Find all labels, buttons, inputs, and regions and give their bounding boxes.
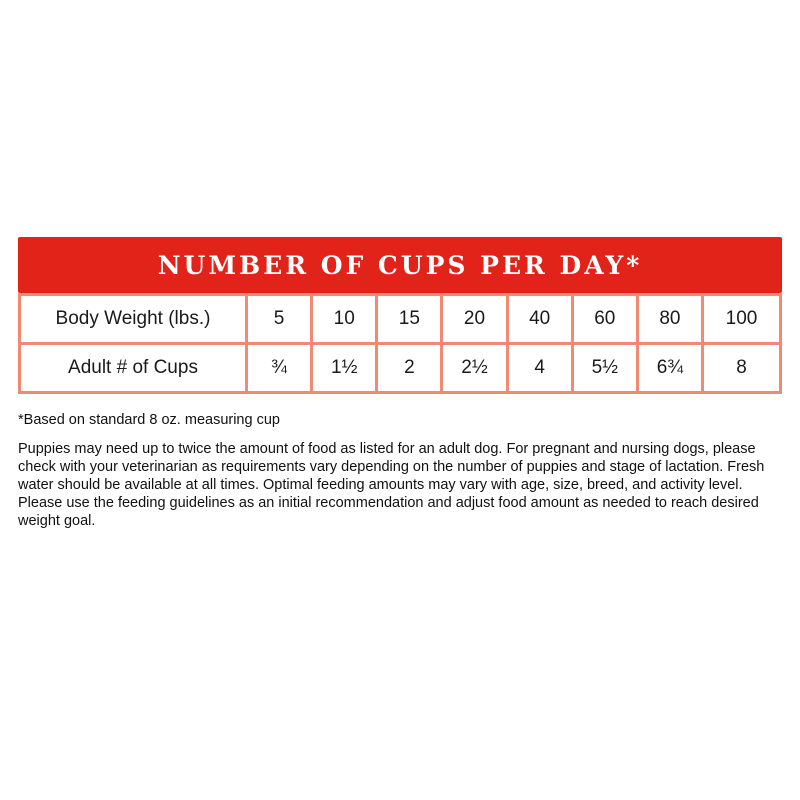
- feeding-chart: [18, 237, 782, 394]
- notes: [18, 412, 788, 530]
- table-cell: 6¾: [637, 344, 702, 393]
- row-label: Body Weight (lbs.): [20, 295, 247, 344]
- table-cell: 8: [703, 344, 781, 393]
- footnote: *Based on standard 8 oz. measuring cup: [18, 412, 280, 428]
- table-cell: 40: [507, 295, 572, 344]
- table-cell: ¾: [247, 344, 312, 393]
- table-cell: 5½: [572, 344, 637, 393]
- table-cell: 4: [507, 344, 572, 393]
- table-cell: 60: [572, 295, 637, 344]
- table-cell: 100: [703, 295, 781, 344]
- chart-header: [18, 237, 782, 293]
- feeding-guidelines-text: Puppies may need up to twice the amount of food as listed for an adult dog. For pregnant and nursing dogs, please check with your veterinarian as requirements vary depending on the number of puppies and stage of lactation. Fresh water should be available at all times. Optimal feeding amounts may vary with age, size, breed, and activity level. Please use the feeding guidelines as an initial recommendation and adjust food amount as needed to reach desired weight goal.: [18, 441, 765, 529]
- feeding-table: [18, 293, 782, 394]
- table-cell: 15: [377, 295, 442, 344]
- table-cell: 10: [312, 295, 377, 344]
- row-label: Adult # of Cups: [20, 344, 247, 393]
- table-cell: 80: [637, 295, 702, 344]
- table-cell: 20: [442, 295, 507, 344]
- table-cell: 5: [247, 295, 312, 344]
- table-cell: 2½: [442, 344, 507, 393]
- table-cell: 2: [377, 344, 442, 393]
- cups-row: [20, 344, 781, 393]
- weight-row: [20, 295, 781, 344]
- chart-title: NUMBER OF CUPS PER DAY*: [157, 250, 643, 280]
- table-cell: 1½: [312, 344, 377, 393]
